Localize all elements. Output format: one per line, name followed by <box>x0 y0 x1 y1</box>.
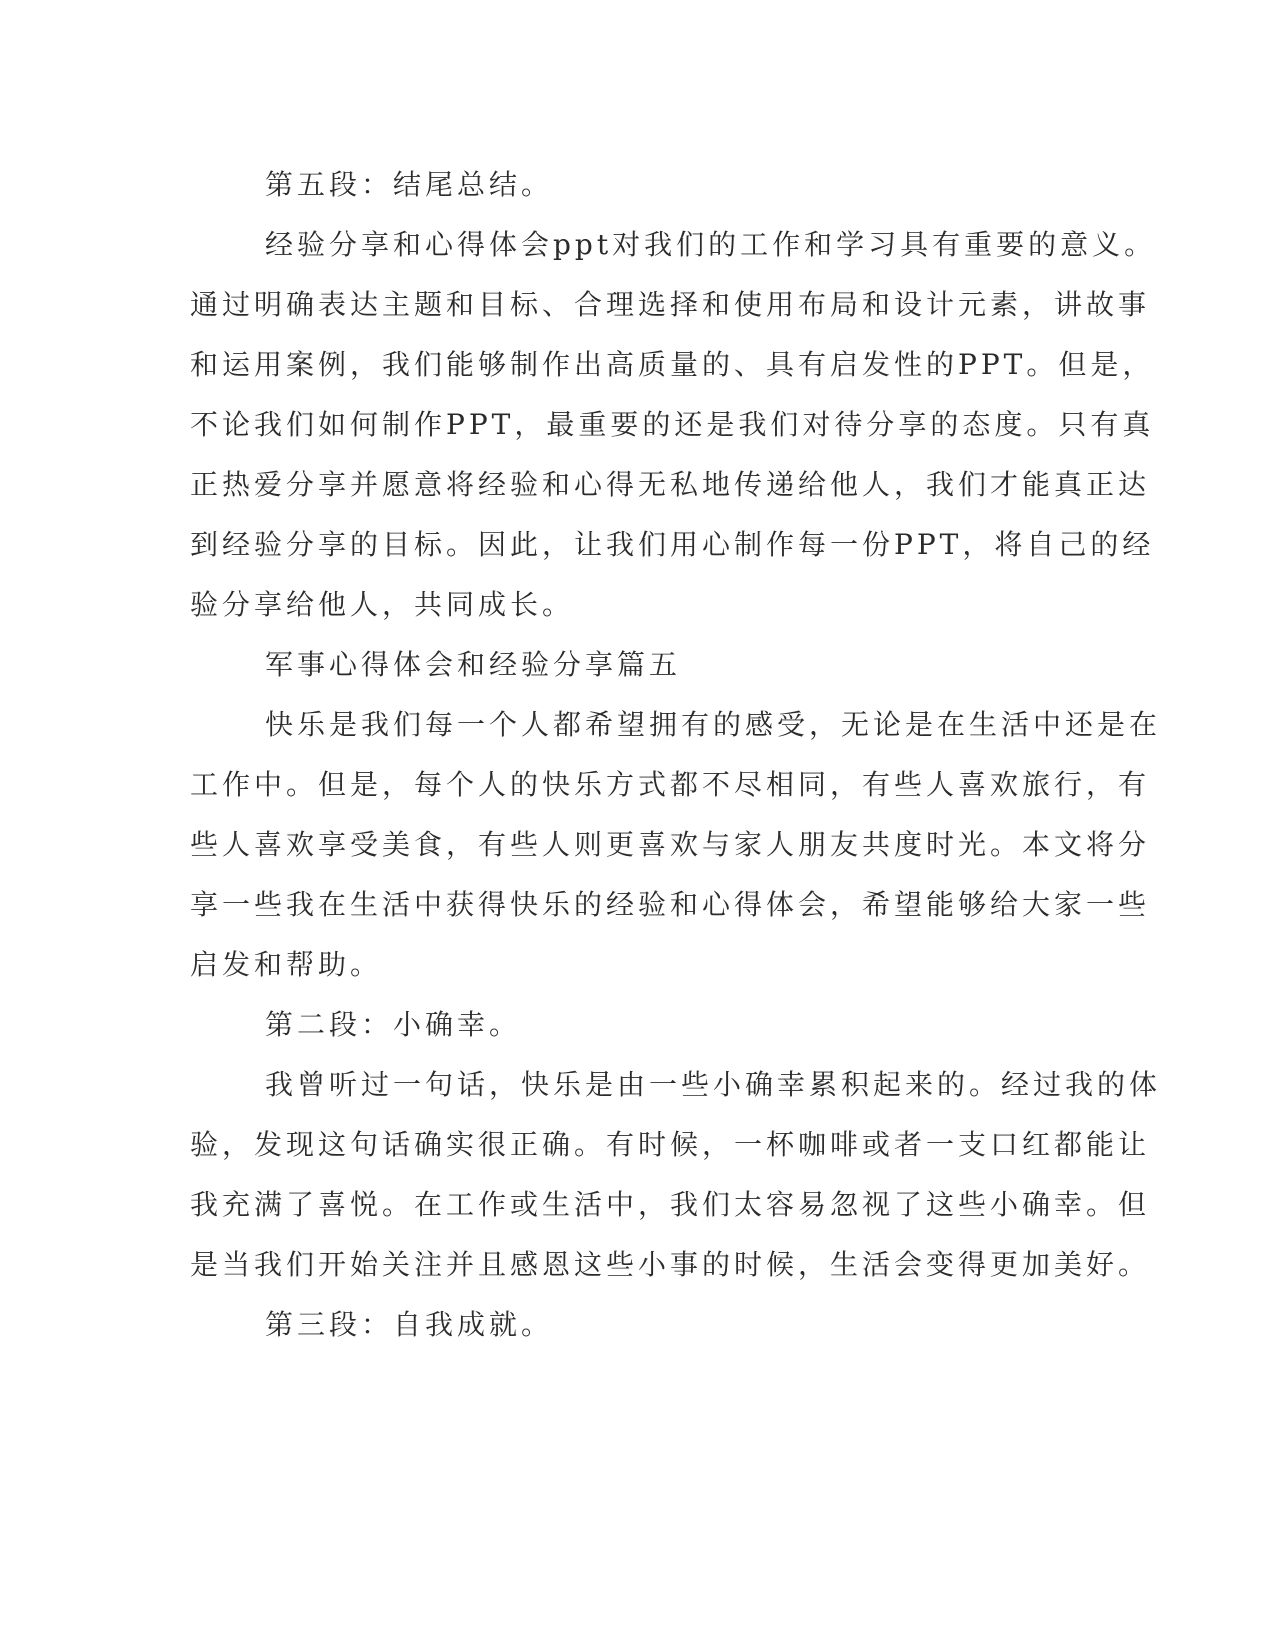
article-title: 军事心得体会和经验分享篇五 <box>265 648 682 681</box>
paragraph-line: 是当我们开始关注并且感恩这些小事的时候，生活会变得更加美好。 <box>190 1248 1151 1281</box>
paragraph-line: 不论我们如何制作PPT，最重要的还是我们对待分享的态度。只有真 <box>190 408 1155 441</box>
paragraph-line: 快乐是我们每一个人都希望拥有的感受，无论是在生活中还是在 <box>265 708 1162 741</box>
paragraph-line: 我充满了喜悦。在工作或生活中，我们太容易忽视了这些小确幸。但 <box>190 1188 1151 1221</box>
paragraph-line: 验分享给他人，共同成长。 <box>190 588 575 621</box>
paragraph-line: 正热爱分享并愿意将经验和心得无私地传递给他人，我们才能真正达 <box>190 468 1151 501</box>
heading-section-three: 第三段：自我成就。 <box>265 1308 554 1341</box>
paragraph-line: 我曾听过一句话，快乐是由一些小确幸累积起来的。经过我的体 <box>265 1068 1162 1101</box>
heading-section-five: 第五段：结尾总结。 <box>265 168 554 201</box>
paragraph-line: 验，发现这句话确实很正确。有时候，一杯咖啡或者一支口红都能让 <box>190 1128 1151 1161</box>
paragraph-line: 享一些我在生活中获得快乐的经验和心得体会，希望能够给大家一些 <box>190 888 1151 921</box>
paragraph-line: 工作中。但是，每个人的快乐方式都不尽相同，有些人喜欢旅行，有 <box>190 768 1151 801</box>
paragraph-line: 和运用案例，我们能够制作出高质量的、具有启发性的PPT。但是， <box>190 348 1155 381</box>
paragraph-line: 经验分享和心得体会ppt对我们的工作和学习具有重要的意义。 <box>265 228 1157 261</box>
paragraph-line: 些人喜欢享受美食，有些人则更喜欢与家人朋友共度时光。本文将分 <box>190 828 1151 861</box>
paragraph-line: 启发和帮助。 <box>190 948 383 981</box>
paragraph-line: 到经验分享的目标。因此，让我们用心制作每一份PPT，将自己的经 <box>190 528 1155 561</box>
heading-section-two: 第二段：小确幸。 <box>265 1008 522 1041</box>
paragraph-line: 通过明确表达主题和目标、合理选择和使用布局和设计元素，讲故事 <box>190 288 1151 321</box>
